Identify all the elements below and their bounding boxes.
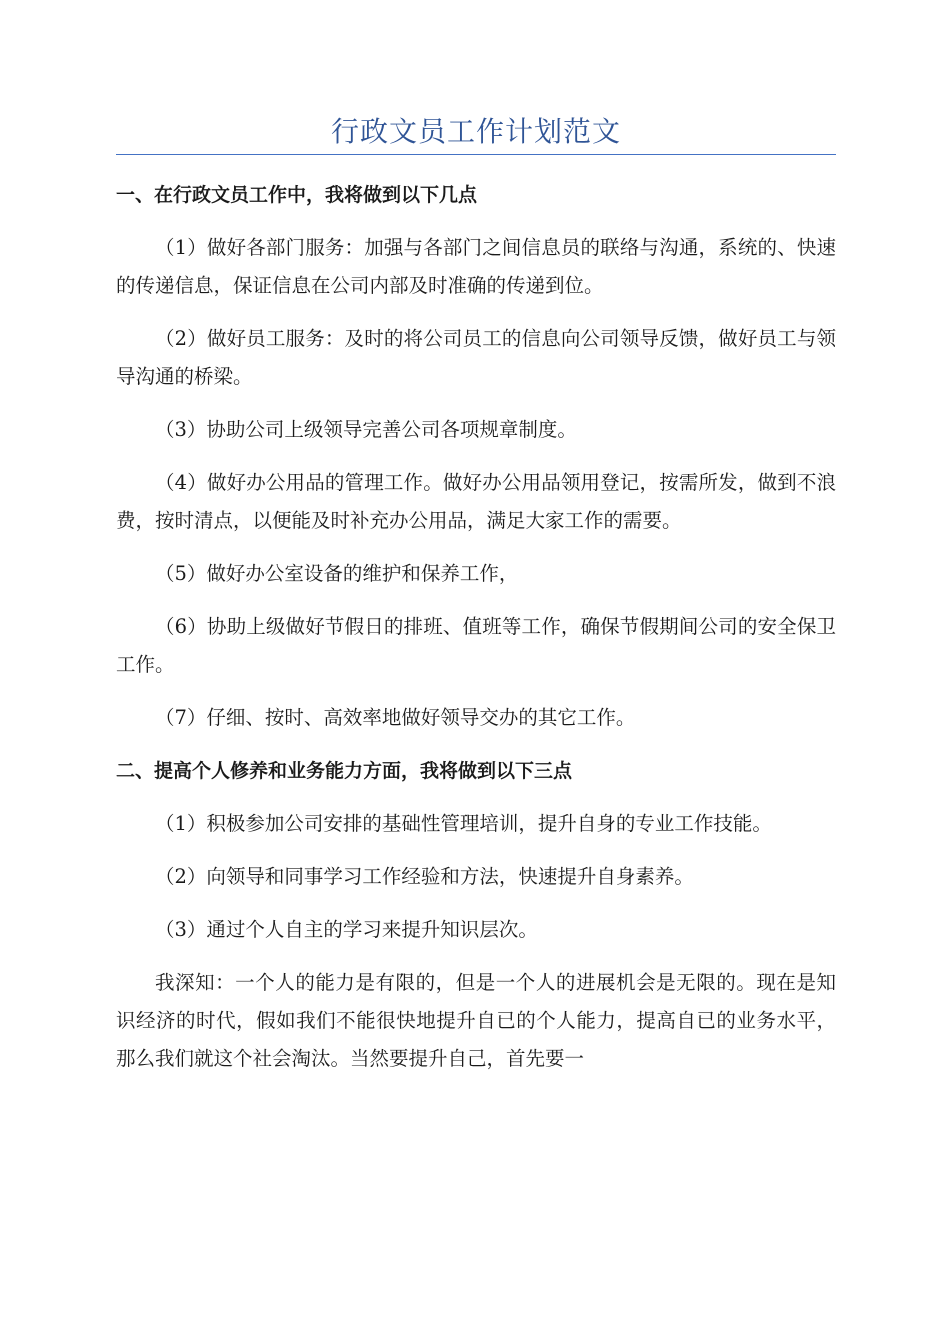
paragraph: （1）积极参加公司安排的基础性管理培训，提升自身的专业工作技能。 — [155, 812, 772, 835]
paragraph: （4）做好办公用品的管理工作。做好办公用品领用登记，按需所发，做到不浪费，按时清点，以便能及时补充办公用品，满足大家工作的需要。 — [116, 471, 836, 532]
paragraph: （6）协助上级做好节假日的排班、值班等工作，确保节假期间公司的安全保卫工作。 — [116, 615, 836, 676]
paragraph: （3）协助公司上级领导完善公司各项规章制度。 — [155, 418, 577, 441]
paragraph: （2）做好员工服务：及时的将公司员工的信息向公司领导反馈，做好员工与领导沟通的桥梁。 — [116, 327, 836, 388]
document-title: 行政文员工作计划范文 — [330, 115, 621, 148]
section-1 — [116, 176, 836, 737]
paragraph: （7）仔细、按时、高效率地做好领导交办的其它工作。 — [155, 706, 636, 729]
section-heading: 二、提高个人修养和业务能力方面，我将做到以下三点 — [116, 760, 573, 782]
section-2 — [116, 752, 836, 949]
paragraph: （1）做好各部门服务：加强与各部门之间信息员的联络与沟通，系统的、快速的传递信息，保证信息在公司内部及时准确的传递到位。 — [116, 236, 836, 297]
paragraph: （3）通过个人自主的学习来提升知识层次。 — [155, 918, 538, 941]
paragraph: （2）向领导和同事学习工作经验和方法，快速提升自身素养。 — [155, 865, 694, 888]
paragraph: （5）做好办公室设备的维护和保养工作， — [155, 562, 519, 585]
title-underline — [116, 154, 836, 155]
document-body — [116, 176, 836, 1093]
section-heading: 一、在行政文员工作中，我将做到以下几点 — [116, 184, 478, 206]
closing-paragraph: 我深知：一个人的能力是有限的，但是一个人的进展机会是无限的。现在是知识经济的时代，假如我们不能很快地提升自已的个人能力，提高自已的业务水平，那么我们就这个社会淘汰。当然要提升自己，首先要一 — [116, 971, 836, 1070]
